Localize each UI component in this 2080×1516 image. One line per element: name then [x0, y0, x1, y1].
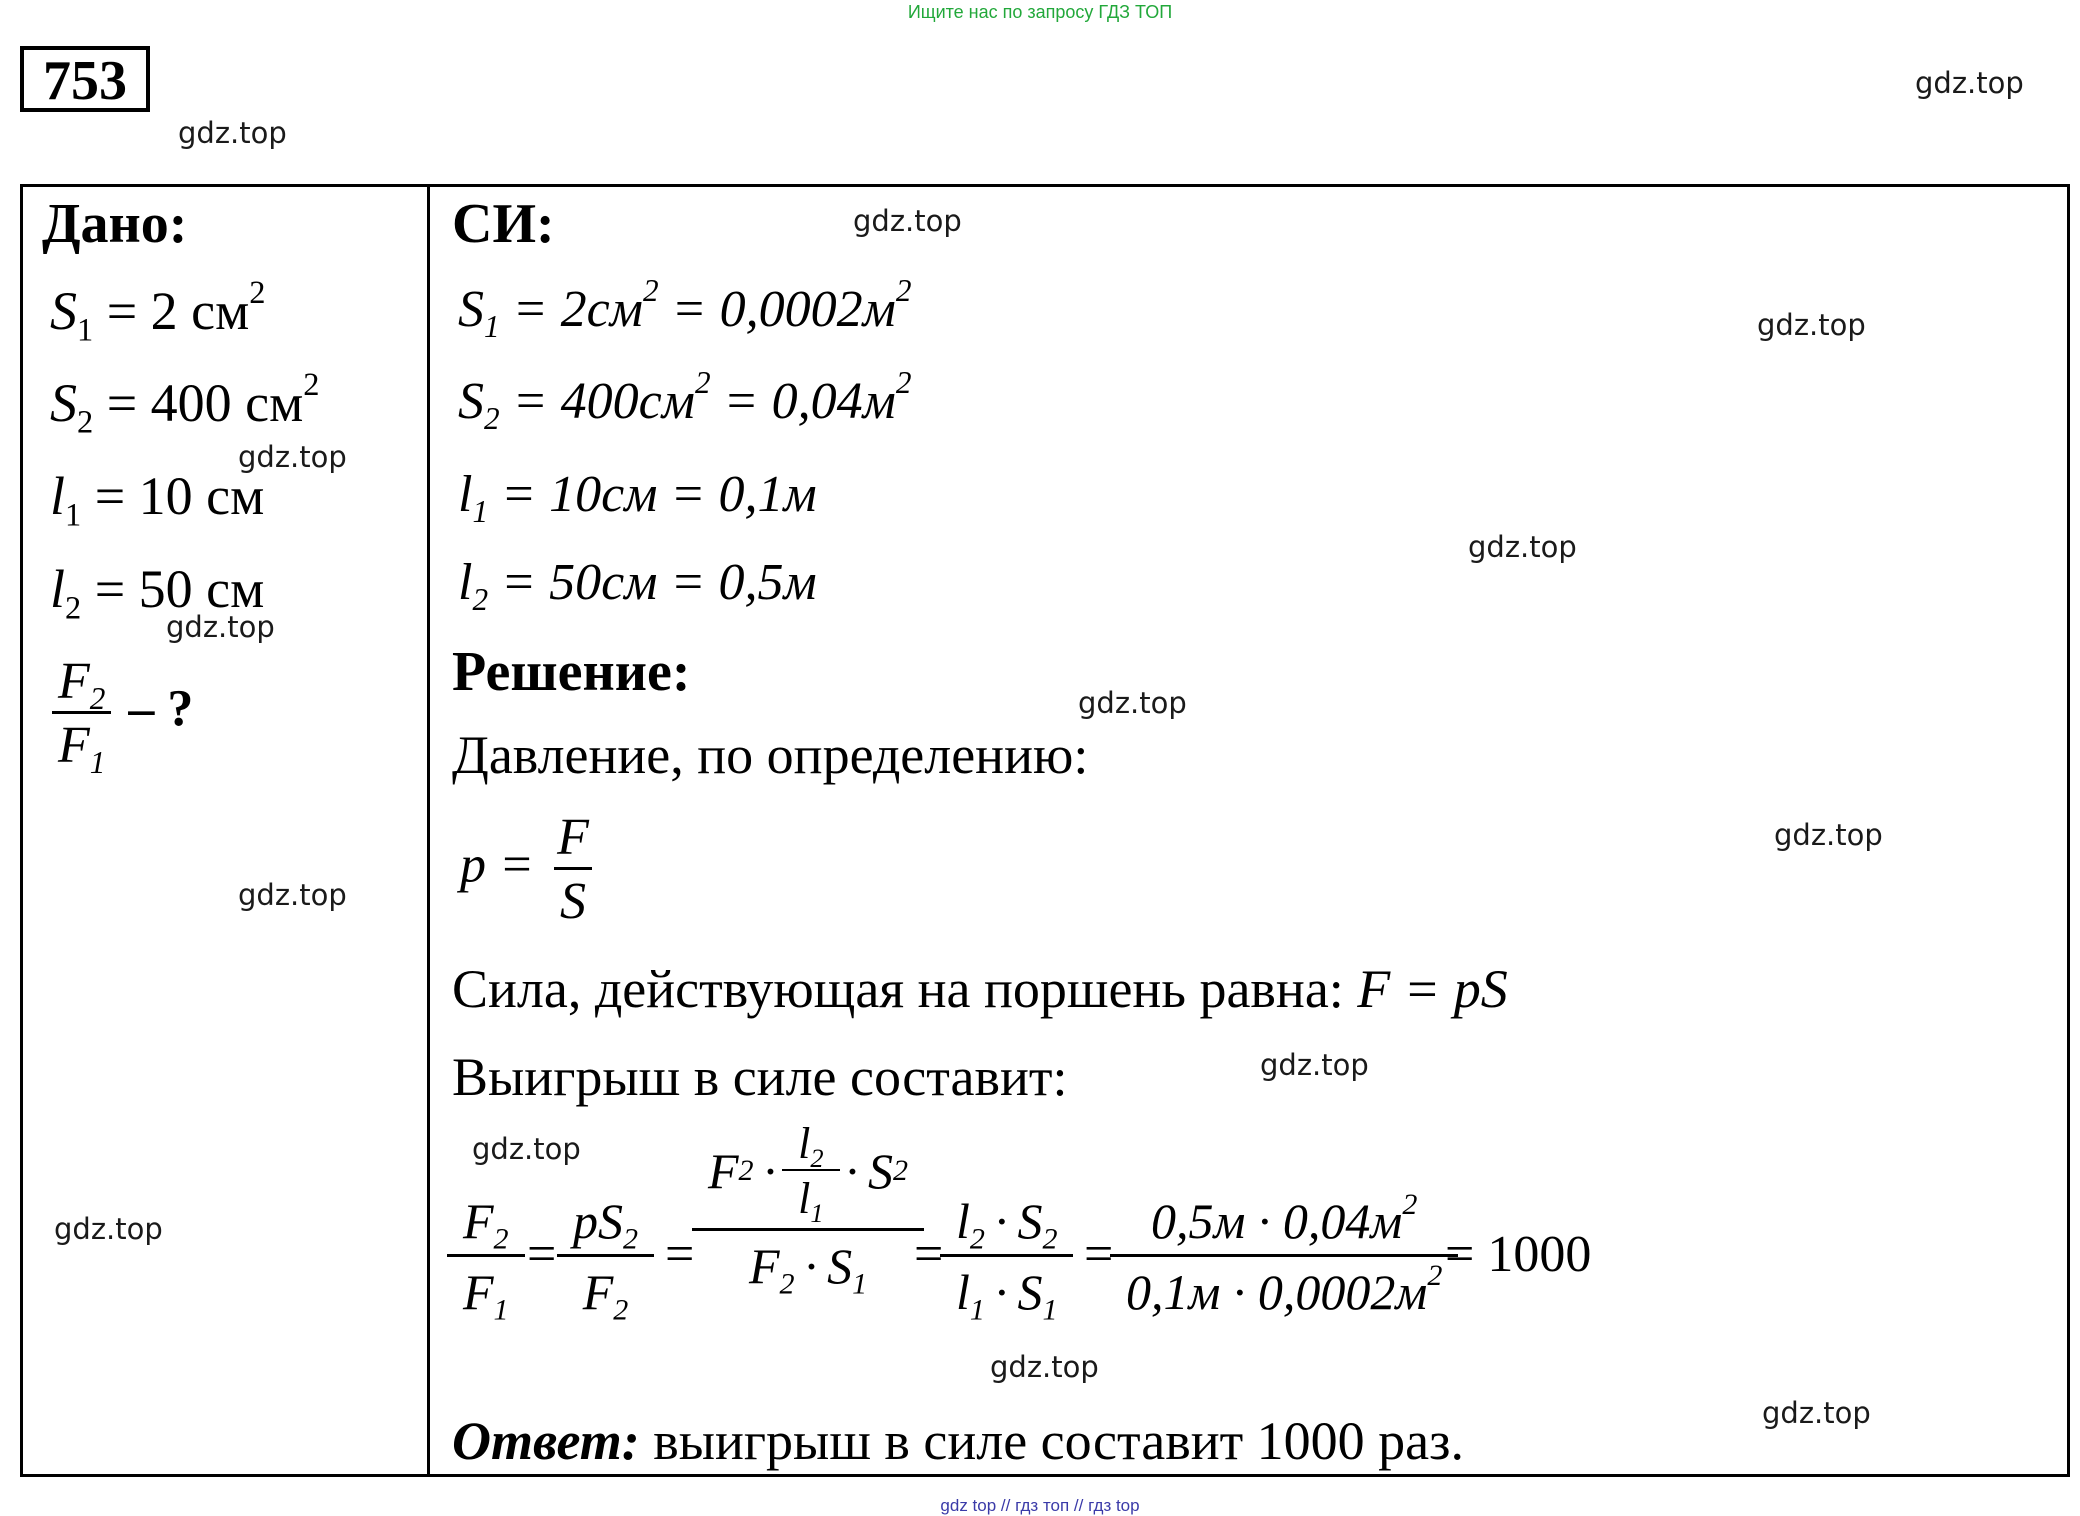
- given-s2: $S_2 = 400$ $см^2$: [50, 367, 320, 441]
- chain-fraction-3: F 2 · $l_2$ $l_1$ · S 2 $F_2 \cdot S_1$: [700, 1118, 916, 1295]
- watermark: gdz.top: [166, 610, 275, 644]
- chain-fraction-2: $\frac{pS_2}{F_2}$: [565, 1192, 646, 1321]
- answer: Ответ: выигрыш в силе составит 1000 раз.: [452, 1411, 1464, 1471]
- watermark: gdz.top: [990, 1350, 1099, 1384]
- given-l2: $l_2 = 50$ см: [50, 559, 265, 627]
- given-s1: $S_1 = 2$ $см^2$: [50, 275, 266, 349]
- chain-eq-2: =: [665, 1226, 695, 1283]
- chain-fraction-5: $0,5м \cdot 0,04м^2$ $0,1м \cdot 0,0002м^2$: [1118, 1192, 1450, 1321]
- watermark: gdz.top: [1757, 308, 1866, 342]
- pressure-text: Давление, по определению:: [452, 725, 1089, 785]
- watermark: gdz.top: [1762, 1396, 1871, 1430]
- chain-fraction-4: $\frac{l_2 \cdot S_2}{l_1 \cdot S_1}$: [948, 1192, 1065, 1321]
- problem-number: 753: [20, 46, 150, 112]
- top-note: Ищите нас по запросу ГДЗ ТОП: [907, 2, 1173, 22]
- chain-eq-3: =: [914, 1226, 944, 1283]
- gain-text: Выигрыш в силе составит:: [452, 1047, 1068, 1107]
- chain-fraction-1: $\frac{F_2}{F_1}$: [455, 1192, 517, 1321]
- chain-result: = 1000: [1445, 1226, 1592, 1283]
- si-title: СИ:: [452, 193, 555, 255]
- given-l1: $l_1 = 10$ см: [50, 466, 265, 534]
- si-l1: $l_1 = 10см = 0,1м$: [458, 466, 817, 529]
- force-text: Сила, действующая на поршень равна: F = pS: [452, 959, 1508, 1019]
- si-l2: $l_2 = 50см = 0,5м$: [458, 554, 817, 617]
- watermark: gdz.top: [178, 116, 287, 150]
- watermark: gdz.top: [1774, 818, 1883, 852]
- column-divider: [427, 184, 430, 1477]
- given-find: $\frac{F_2}{F_1}$ – ?: [48, 652, 193, 775]
- chain-eq-1: =: [527, 1226, 557, 1283]
- watermark: gdz.top: [853, 204, 962, 238]
- solution-title: Решение:: [452, 641, 691, 703]
- pressure-formula: p = $\frac{F}{S}$: [460, 808, 599, 931]
- watermark: gdz.top: [1078, 686, 1187, 720]
- given-title: Дано:: [42, 193, 188, 255]
- chain-eq-4: =: [1084, 1226, 1114, 1283]
- watermark: gdz.top: [238, 878, 347, 912]
- watermark: gdz.top: [472, 1132, 581, 1166]
- si-s1: $S_1 = 2см^2 = 0,0002м^2$: [458, 273, 912, 344]
- si-s2: $S_2 = 400см^2 = 0,04м^2$: [458, 365, 912, 436]
- watermark: gdz.top: [1260, 1048, 1369, 1082]
- footer-note: gdz top // гдз топ // гдз top: [940, 1496, 1140, 1515]
- watermark: gdz.top: [54, 1212, 163, 1246]
- watermark: gdz.top: [238, 440, 347, 474]
- watermark: gdz.top: [1915, 66, 2024, 100]
- watermark: gdz.top: [1468, 530, 1577, 564]
